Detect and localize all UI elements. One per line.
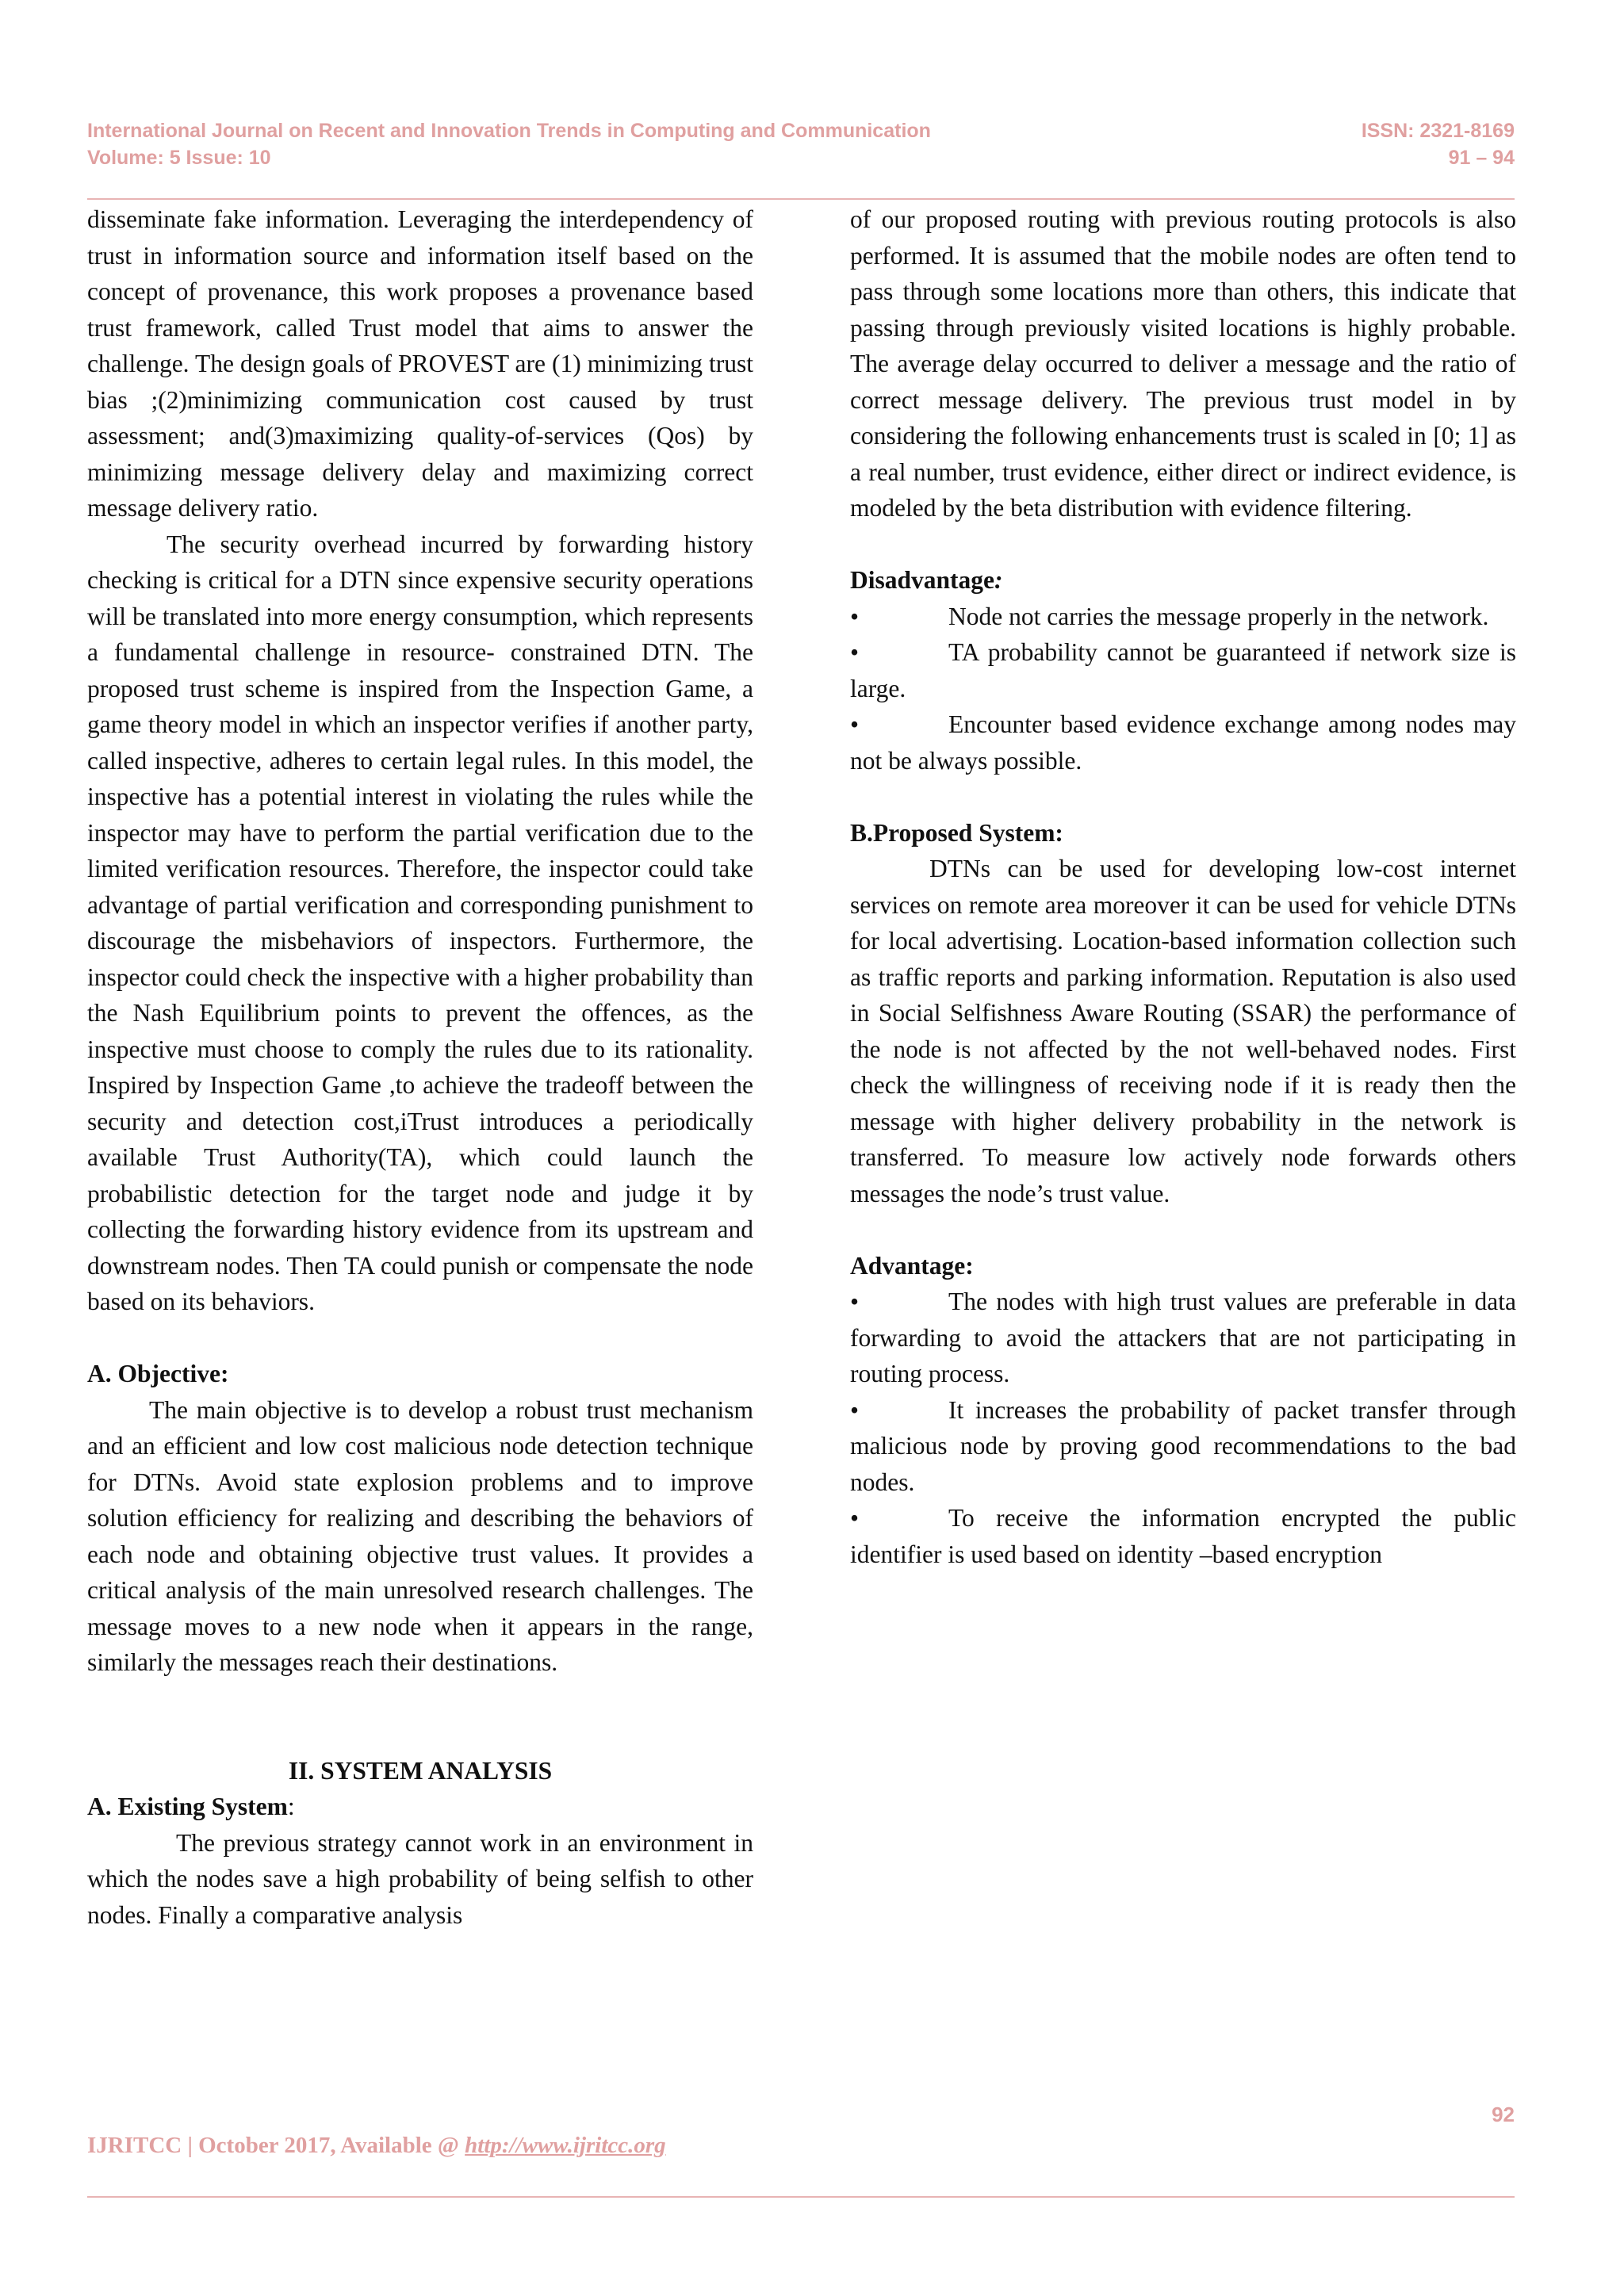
list-item (850, 1284, 1516, 1392)
subsection-heading (850, 562, 1516, 599)
disadvantage-heading: Disadvantage (850, 566, 995, 594)
paragraph: The previous strategy cannot work in an environment in which the nodes save a high probability of being selfish to other nodes. Finally a comparative analysis (87, 1828, 753, 1929)
bullet-icon: • (850, 602, 860, 630)
bullet-icon: • (850, 1395, 860, 1424)
list-item-text: TA probability cannot be guaranteed if network size is large. (850, 638, 1516, 702)
footer-divider (87, 2196, 1515, 2198)
list-item (850, 1500, 1516, 1572)
journal-title: International Journal on Recent and Innovation Trends in Computing and Communication (87, 120, 931, 142)
header-divider (87, 198, 1515, 200)
list-item-text: Encounter based evidence exchange among nodes may not be always possible. (850, 710, 1516, 775)
bullet-icon: • (850, 638, 860, 666)
volume-issue: Volume: 5 Issue: 10 (87, 147, 271, 169)
list-item (850, 1392, 1516, 1501)
list-item (850, 599, 1516, 635)
subsection-heading: A. Objective: (87, 1360, 229, 1387)
list-item-text: To receive the information encrypted the public identifier is used based on identity –based encryption (850, 1504, 1516, 1568)
right-column (850, 201, 1516, 1572)
bullet-icon: • (850, 1288, 860, 1315)
list-item-text: The nodes with high trust values are preferable in data forwarding to avoid the attackers that are not participating in routing process. (850, 1288, 1516, 1387)
paragraph: The main objective is to develop a robust trust mechanism and an efficient and low cost malicious node detection technique for DTNs. Avoid state explosion problems and to improve solution efficiency for realizing and describing the behaviors of each node and obtaining objective trust values. It provides a critical analysis of the main unresolved research challenges. The message moves to a new node when it appears in the range, similarly the messages reach their destinations. (87, 1395, 753, 1676)
page-number: 92 (1492, 2103, 1515, 2126)
bullet-icon: • (850, 1504, 860, 1532)
subsection-heading: B.Proposed System: (850, 818, 1063, 847)
issn: ISSN: 2321-8169 (1361, 120, 1515, 142)
list-item-text: It increases the probability of packet transfer through malicious node by proving good recommendations to the bad nodes. (850, 1395, 1516, 1496)
bullet-icon: • (850, 710, 860, 738)
paragraph: disseminate fake information. Leveraging the interdependency of trust in information source and information itself based on the concept of provenance, this work proposes a provenance based trust framework, called Trust model that aims to answer the challenge. The design goals of PROVEST are (1) minimizing trust bias ;(2)minimizing communication cost caused by trust assessment; and(3)maximizing quality-of-services (Qos) by minimizing message delivery delay and maximizing correct message delivery ratio. (87, 205, 753, 522)
paragraph: DTNs can be used for developing low-cost internet services on remote area moreover it can be used for vehicle DTNs for local advertising. Location-based information collection such as traffic reports and parking information. Reputation is also used in Social Selfishness Aware Routing (SSAR) the performance of the node is not affected by the not well-behaved nodes. First check the willingness of receiving node if it is ready then the message with higher delivery probability in the network is transferred. To measure low actively node forwards others messages the node’s trust value. (850, 855, 1516, 1207)
list-item-text: Node not carries the message properly in the network. (948, 602, 1489, 630)
existing-system-heading: A. Existing System (87, 1793, 288, 1820)
subsection-heading: Advantage: (850, 1251, 974, 1280)
subsection-heading (87, 1789, 753, 1825)
heading-colon: : (287, 1793, 295, 1820)
footer-text: IJRITCC | October 2017, Available @ (87, 2133, 465, 2158)
running-header (87, 117, 1515, 171)
heading-colon: : (994, 566, 1003, 594)
page-range: 91 – 94 (1448, 147, 1515, 169)
left-column (87, 201, 753, 1933)
paragraph: of our proposed routing with previous routing protocols is also performed. It is assumed that the mobile nodes are often tend to pass through some locations more than others, this indicate that passing through previously visited locations is highly probable. The average delay occurred to deliver a message and the ratio of correct message delivery. The previous trust model in by considering the following enhancements trust is scaled in [0; 1] as a real number, trust evidence, either direct or indirect evidence, is modeled by the beta distribution with evidence filtering. (850, 205, 1516, 522)
journal-link[interactable]: http://www.ijritcc.org (465, 2133, 666, 2158)
paragraph: The security overhead incurred by forwarding history checking is critical for a DTN since expensive security operations will be translated into more energy consumption, which represents a fundamental challenge in resource- constrained DTN. The proposed trust scheme is inspired from the Inspection Game, a game theory model in which an inspector verifies if another party, called inspective, adheres to certain legal rules. In this model, the inspective has a potential interest in violating the rules while the inspector may have to perform the partial verification due to the limited verification resources. Therefore, the inspector could take advantage of partial verification and corresponding punishment to discourage the misbehaviors of inspectors. Furthermore, the inspector could check the inspective with a higher probability than the Nash Equilibrium points to prevent the offences, as the inspective must choose to comply the rules due to its rationality. Inspired by Inspection Game ,to achieve the tradeoff between the security and detection cost,iTrust introduces a periodically available Trust Authority(TA), which could launch the probabilistic detection for the target node and judge it by collecting the forwarding history evidence from its upstream and downstream nodes. Then TA could punish or compensate the node based on its behaviors. (87, 530, 753, 1315)
list-item (850, 706, 1516, 779)
footer (87, 2133, 666, 2159)
section-title: II. SYSTEM ANALYSIS (288, 1756, 553, 1785)
list-item (850, 634, 1516, 706)
